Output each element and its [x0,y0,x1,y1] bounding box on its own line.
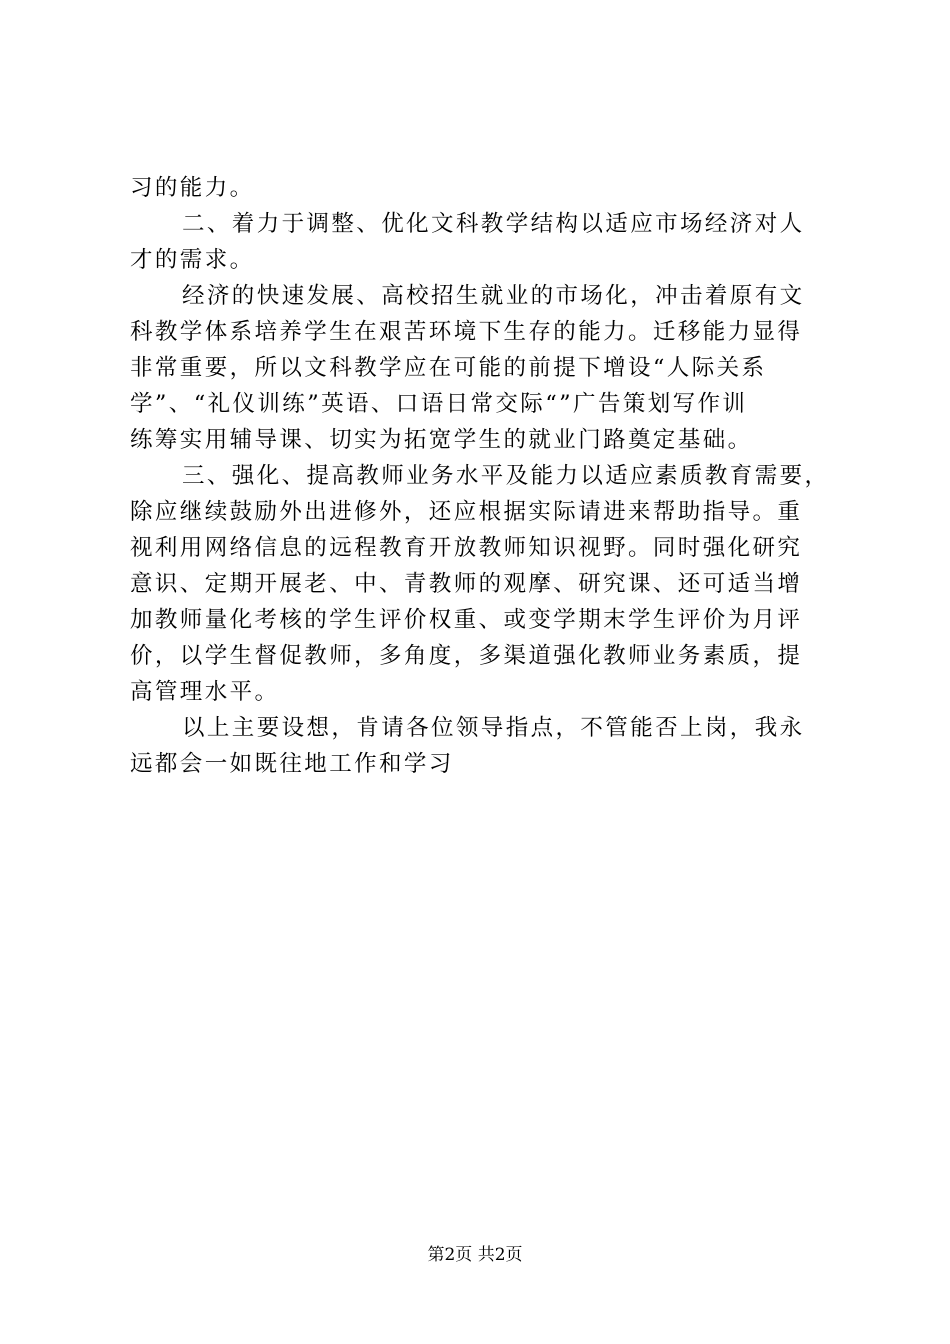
text-line: 意识、定期开展老、中、青教师的观摩、研究课、还可适当增 [130,571,803,597]
text-line: 学”、“礼仪训练”英语、口语日常交际“”广告策划写作训 [130,391,748,417]
text-line: 高管理水平。 [130,679,280,705]
text-line: 习的能力。 [130,175,255,201]
text-line: 练筹实用辅导课、切实为拓宽学生的就业门路奠定基础。 [130,427,753,453]
text-line: 三、强化、提高教师业务水平及能力以适应素质教育需要， [182,463,830,489]
document-body [130,170,830,782]
text-line: 加教师量化考核的学生评价权重、或变学期末学生评价为月评 [130,607,803,633]
text-line: 视利用网络信息的远程教育开放教师知识视野。同时强化研究 [130,535,803,561]
text-line: 科教学体系培养学生在艰苦环境下生存的能力。迁移能力显得 [130,319,803,345]
text-line: 二、着力于调整、优化文科教学结构以适应市场经济对人 [182,211,805,237]
text-line: 价，以学生督促教师，多角度，多渠道强化教师业务素质，提 [130,643,803,669]
text-line: 除应继续鼓励外出进修外，还应根据实际请进来帮助指导。重 [130,499,803,525]
text-line: 远都会一如既往地工作和学习 [130,751,454,777]
text-line: 才的需求。 [130,247,255,273]
text-line: 以上主要设想，肯请各位领导指点，不管能否上岗，我永 [182,715,805,741]
page-number: 第2页 共2页 [427,1245,523,1265]
page-footer [0,1243,950,1267]
text-line: 经济的快速发展、高校招生就业的市场化，冲击着原有文 [182,283,805,309]
text-line: 非常重要，所以文科教学应在可能的前提下增设“人际关系 [130,355,767,381]
